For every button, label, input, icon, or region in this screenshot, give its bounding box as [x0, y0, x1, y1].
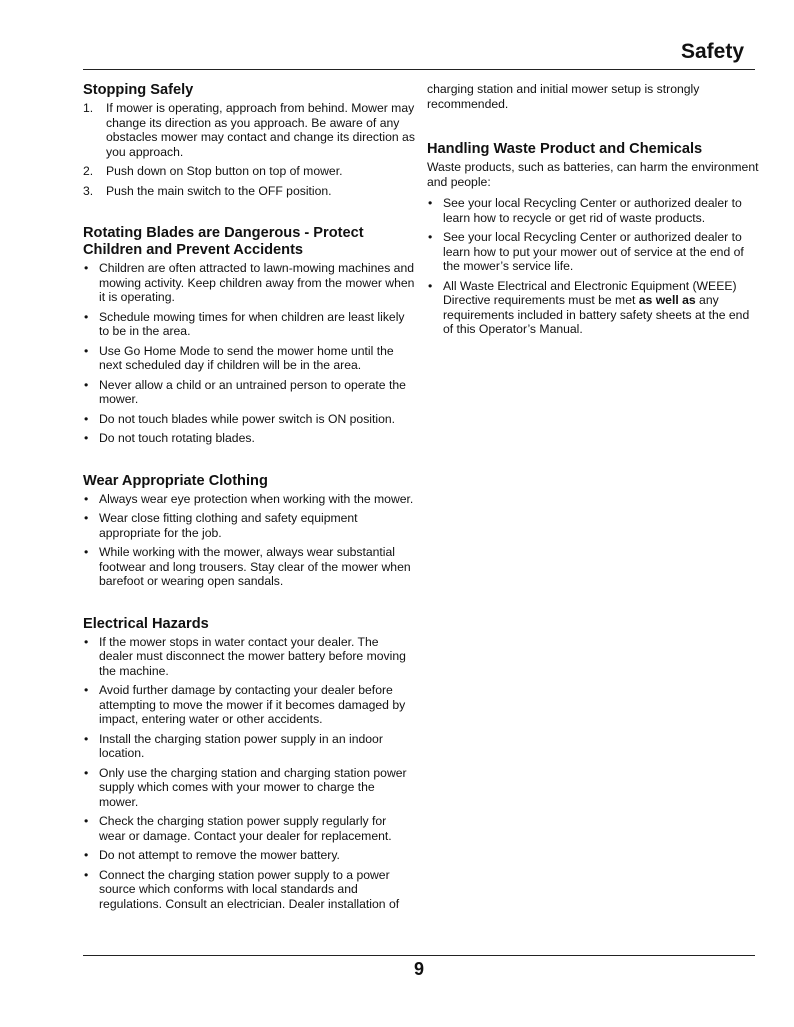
- bullet-icon: •: [84, 731, 89, 746]
- weee-text-before: All Waste Electrical and Electronic Equipment (WEEE) Directive requirements must be met: [443, 278, 737, 307]
- bullet-icon: •: [84, 683, 89, 697]
- bullet-icon: •: [84, 848, 89, 862]
- section-waste-products: [427, 141, 759, 337]
- list-item: [83, 164, 415, 179]
- bullet-text: Only use the charging station and charging station power supply which comes with your mower to charge the mower.: [99, 765, 407, 809]
- bullet-text: Always wear eye protection when working with the mower.: [99, 491, 414, 506]
- list-item: [83, 344, 415, 373]
- bullet-icon: •: [84, 867, 89, 882]
- bullet-icon: •: [84, 411, 89, 426]
- right-column: [427, 82, 759, 364]
- bullet-icon: •: [84, 545, 89, 559]
- bullet-text: Avoid further damage by contacting your dealer before attempting to move the mower if it becomes damaged by impact, entering water or other accidents.: [99, 683, 406, 726]
- bullet-text: Check the charging station power supply regularly for wear or damage. Contact your dealer for replacement.: [99, 814, 392, 843]
- bullet-text: Never allow a child or an untrained person to operate the mower.: [99, 377, 406, 406]
- header-rule: [83, 69, 755, 70]
- weee-text-after: any requirements included in battery safety sheets at the end of this Operator’s Manual.: [443, 293, 750, 336]
- bullet-icon: •: [84, 511, 89, 525]
- list-item: [83, 184, 415, 199]
- list-item: [83, 431, 415, 446]
- section-heading: Electrical Hazards: [83, 615, 209, 632]
- page-number: 9: [413, 959, 424, 979]
- list-item: [83, 868, 415, 912]
- section-heading: Handling Waste Product and Chemicals: [427, 141, 703, 157]
- section-stopping-safely: [83, 82, 415, 198]
- bullet-icon: •: [84, 634, 89, 649]
- step-text: If mower is operating, approach from behind. Mower may change its direction as you approach. Be aware of any obstacles mower may contact and change its direction as you approach.: [106, 101, 415, 159]
- section-heading: Stopping Safely: [83, 82, 194, 98]
- section-electrical-hazards: [83, 616, 415, 912]
- footer-rule: [83, 955, 755, 956]
- list-item: [83, 732, 415, 761]
- bullet-icon: •: [428, 196, 433, 210]
- list-item: [427, 230, 759, 274]
- step-text: Push the main switch to the OFF position.: [106, 183, 332, 198]
- list-item: [83, 378, 415, 407]
- numbered-list: [83, 101, 415, 198]
- bullet-icon: •: [84, 491, 89, 506]
- bullet-text: Do not touch rotating blades.: [99, 431, 255, 445]
- bullet-icon: •: [84, 377, 89, 392]
- section-rotating-blades: [83, 225, 415, 446]
- list-item: [83, 848, 415, 863]
- left-column: [83, 82, 415, 938]
- bullet-list: [427, 196, 759, 337]
- section-clothing: [83, 473, 415, 589]
- list-item: [83, 545, 415, 589]
- bullet-text: Connect the charging station power supply to a power source which conforms with local standards and regulations. Consult an electrician. Dealer installation of: [99, 867, 400, 911]
- bullet-text: While working with the mower, always wear substantial footwear and long trousers. Stay clear of the mower when barefoot or wearing open sandals.: [99, 545, 411, 588]
- bullet-text: Schedule mowing times for when children are least likely to be in the area.: [99, 309, 405, 338]
- list-item: [83, 511, 415, 540]
- section-heading: Wear Appropriate Clothing: [83, 472, 268, 489]
- list-item: [83, 492, 415, 507]
- bullet-icon: •: [84, 431, 89, 445]
- list-item: [83, 101, 415, 159]
- bullet-icon: •: [84, 814, 89, 828]
- bullet-list: [83, 492, 415, 589]
- page-title: Safety: [680, 40, 744, 63]
- bullet-icon: •: [84, 309, 89, 324]
- step-number: 2.: [83, 164, 94, 178]
- bullet-icon: •: [84, 343, 89, 358]
- bullet-text: Wear close fitting clothing and safety equipment appropriate for the job.: [99, 511, 358, 540]
- list-item: [83, 261, 415, 305]
- bullet-text: If the mower stops in water contact your dealer. The dealer must disconnect the mower battery before moving the machine.: [99, 634, 406, 678]
- list-item: [83, 683, 415, 727]
- bullet-text: Use Go Home Mode to send the mower home until the next scheduled day if children will be in the area.: [99, 343, 394, 372]
- bullet-text: See your local Recycling Center or authorized dealer to learn how to put your mower out of service at the end of the mower’s service life.: [443, 230, 744, 273]
- list-item: [83, 310, 415, 339]
- bullet-text: Children are often attracted to lawn-mowing machines and mowing activity. Keep children away from the mower when it is operating.: [99, 261, 415, 304]
- list-item: [83, 814, 415, 843]
- bullet-text: Install the charging station power supply in an indoor location.: [99, 731, 383, 760]
- step-number: 3.: [83, 183, 94, 198]
- weee-text-bold: as well as: [638, 293, 696, 307]
- bullet-icon: •: [428, 230, 433, 244]
- bullet-list: [83, 261, 415, 446]
- list-item: [83, 766, 415, 810]
- continued-text: charging station and initial mower setup is strongly recommended.: [427, 82, 700, 111]
- bullet-icon: •: [428, 278, 433, 293]
- list-item: [83, 635, 415, 679]
- bullet-list: [83, 635, 415, 912]
- step-number: 1.: [83, 101, 94, 115]
- list-item: [427, 279, 759, 337]
- bullet-icon: •: [84, 765, 89, 780]
- bullet-text: Do not attempt to remove the mower battery.: [99, 848, 340, 862]
- section-heading: Rotating Blades are Dangerous - Protect Children and Prevent Accidents: [83, 225, 364, 258]
- step-text: Push down on Stop button on top of mower.: [106, 164, 343, 178]
- list-item: [83, 412, 415, 427]
- bullet-icon: •: [84, 261, 89, 275]
- bullet-text: Do not touch blades while power switch is ON position.: [99, 411, 396, 426]
- bullet-text: See your local Recycling Center or authorized dealer to learn how to recycle or get rid of waste products.: [443, 196, 742, 225]
- list-item: [427, 196, 759, 225]
- section-intro: Waste products, such as batteries, can harm the environment and people:: [427, 160, 759, 189]
